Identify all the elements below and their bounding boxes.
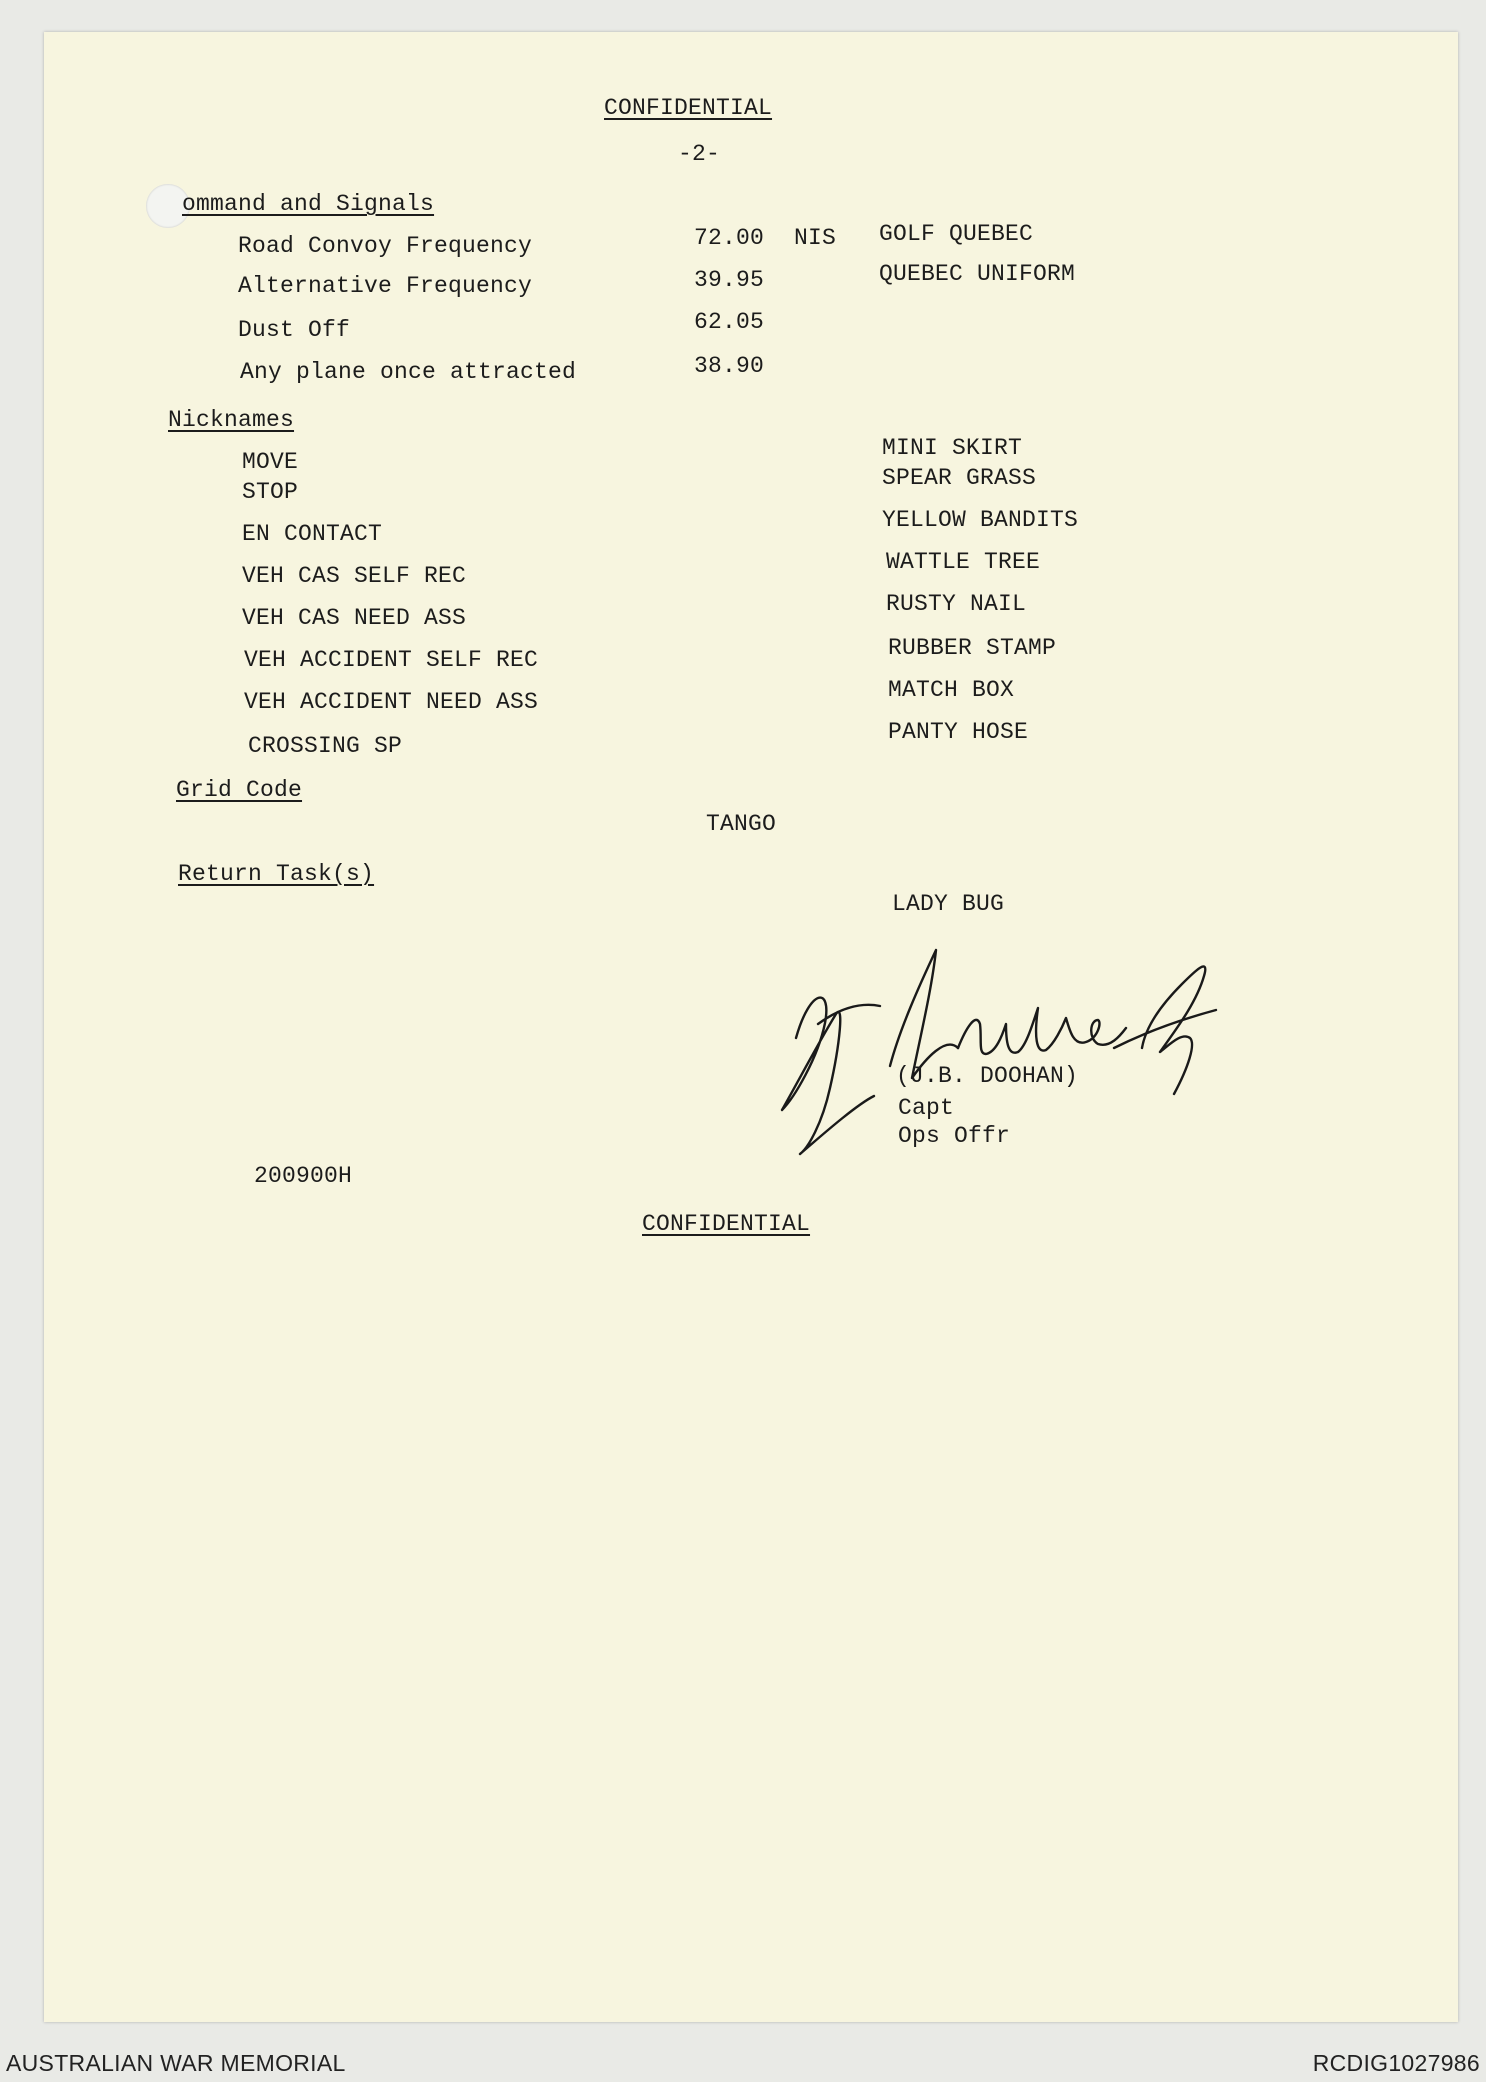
signatory-rank: Capt bbox=[898, 1095, 955, 1121]
signatory-role: Ops Offr bbox=[898, 1123, 1011, 1149]
classification-header: CONFIDENTIAL bbox=[604, 95, 773, 121]
page-number: -2- bbox=[678, 141, 721, 167]
signal-unit: NIS bbox=[794, 225, 837, 251]
nickname-term: VEH CAS NEED ASS bbox=[242, 605, 467, 631]
nickname-code: RUBBER STAMP bbox=[888, 635, 1057, 661]
signal-label: Alternative Frequency bbox=[238, 273, 533, 299]
signal-frequency: 38.90 bbox=[694, 353, 765, 379]
signal-frequency: 39.95 bbox=[694, 267, 765, 293]
signal-label: Any plane once attracted bbox=[240, 359, 577, 385]
nickname-term: EN CONTACT bbox=[242, 521, 383, 547]
nickname-code: PANTY HOSE bbox=[888, 719, 1029, 745]
grid-code-value: TANGO bbox=[706, 811, 777, 837]
nickname-term: MOVE bbox=[242, 449, 299, 475]
section-heading-command-signals: ommand and Signals bbox=[182, 191, 435, 217]
archive-id: RCDIG1027986 bbox=[1312, 2050, 1480, 2076]
classification-footer: CONFIDENTIAL bbox=[642, 1211, 811, 1237]
section-heading-return-tasks: Return Task(s) bbox=[178, 861, 375, 887]
nickname-code: MINI SKIRT bbox=[882, 435, 1023, 461]
archive-credit: AUSTRALIAN WAR MEMORIAL bbox=[6, 2050, 346, 2076]
signal-frequency: 62.05 bbox=[694, 309, 765, 335]
section-heading-grid-code: Grid Code bbox=[176, 777, 303, 803]
signal-label: Road Convoy Frequency bbox=[238, 233, 533, 259]
nickname-term: VEH CAS SELF REC bbox=[242, 563, 467, 589]
signatory-name: (J.B. DOOHAN) bbox=[896, 1063, 1079, 1089]
signal-callsign: QUEBEC UNIFORM bbox=[879, 261, 1076, 287]
nickname-term: VEH ACCIDENT SELF REC bbox=[244, 647, 539, 673]
nickname-term: VEH ACCIDENT NEED ASS bbox=[244, 689, 539, 715]
nickname-term: CROSSING SP bbox=[248, 733, 403, 759]
nickname-code: YELLOW BANDITS bbox=[882, 507, 1079, 533]
section-heading-nicknames: Nicknames bbox=[168, 407, 295, 433]
signal-frequency: 72.00 bbox=[694, 225, 765, 251]
date-time-group: 200900H bbox=[254, 1163, 353, 1189]
signal-callsign: GOLF QUEBEC bbox=[879, 221, 1034, 247]
nickname-code: SPEAR GRASS bbox=[882, 465, 1037, 491]
nickname-code: WATTLE TREE bbox=[886, 549, 1041, 575]
nickname-term: STOP bbox=[242, 479, 299, 505]
nickname-code: RUSTY NAIL bbox=[886, 591, 1027, 617]
signal-label: Dust Off bbox=[238, 317, 351, 343]
return-task-value: LADY BUG bbox=[892, 891, 1005, 917]
nickname-code: MATCH BOX bbox=[888, 677, 1015, 703]
